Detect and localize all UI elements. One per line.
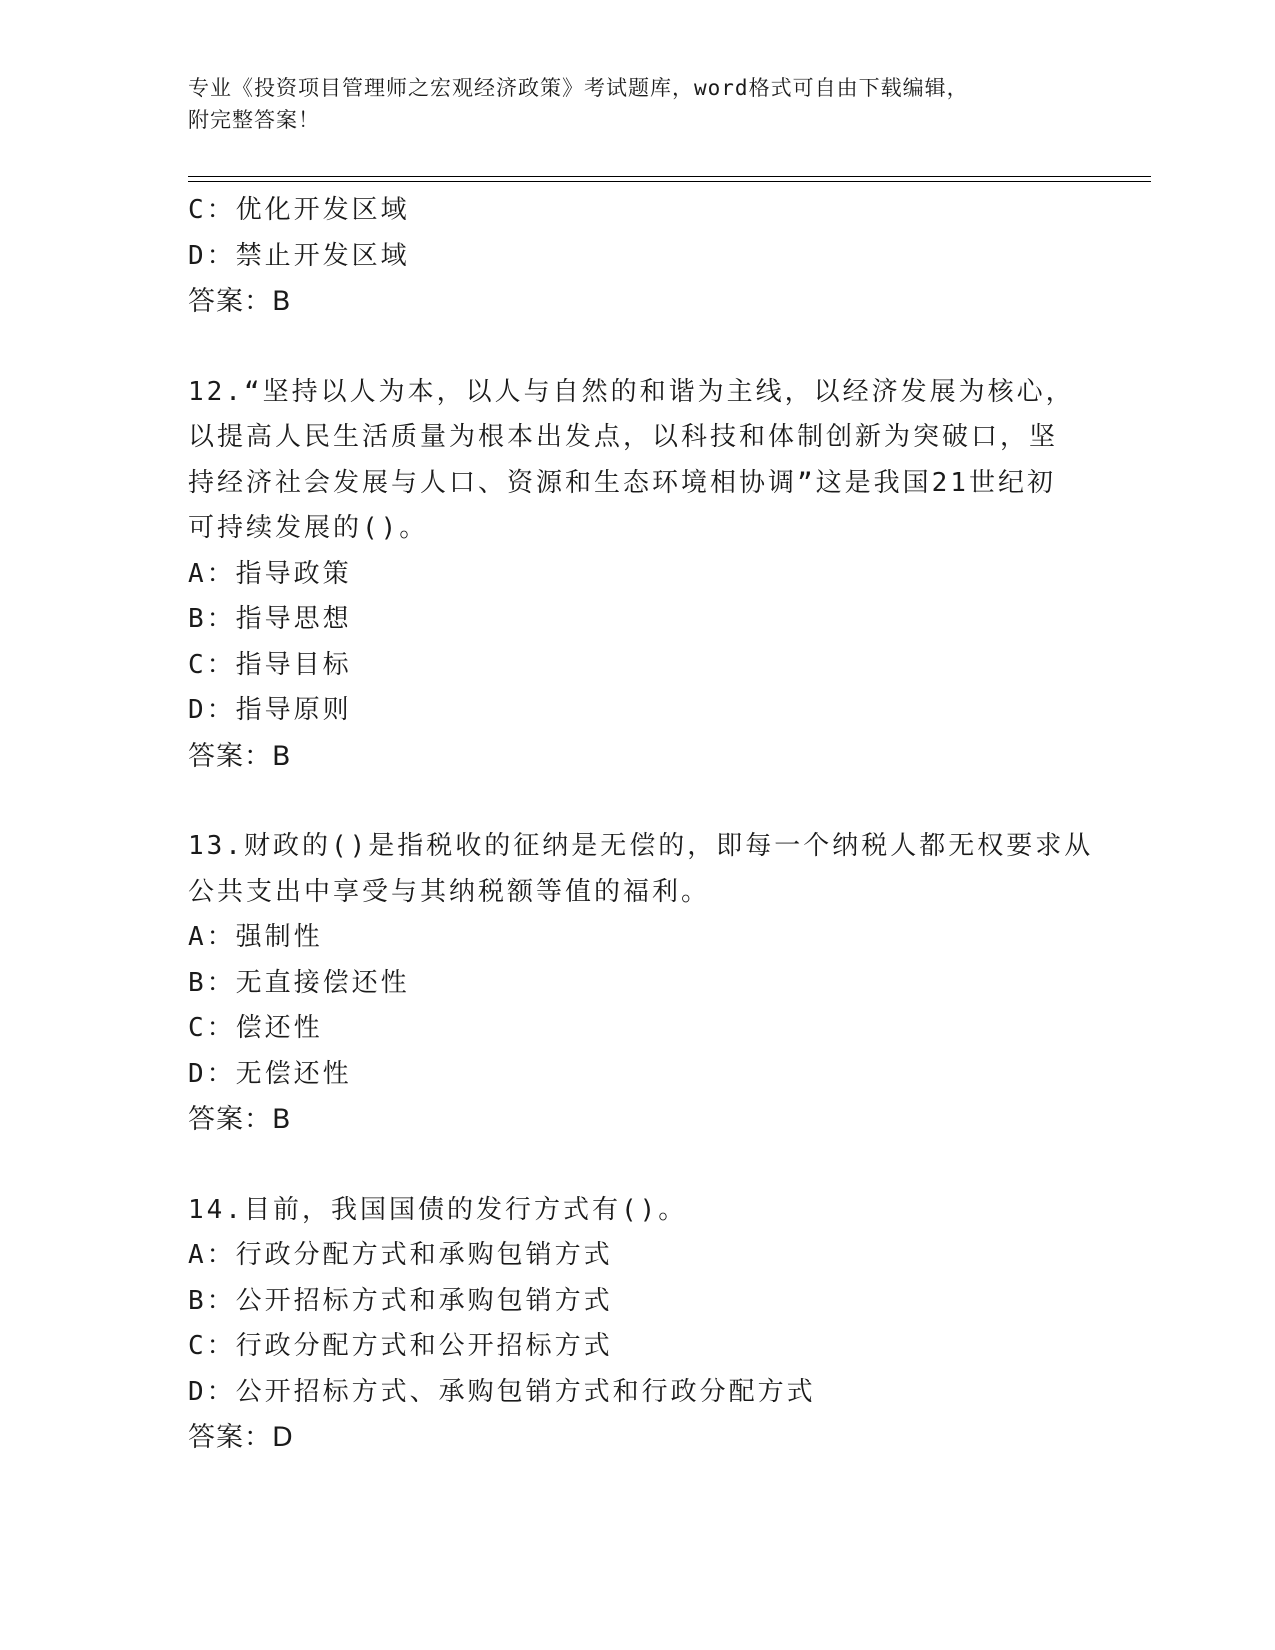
question-stem xyxy=(188,370,1088,552)
header-divider-top xyxy=(188,176,1151,177)
question-list xyxy=(188,188,1094,1461)
answer-line: 答案：B xyxy=(188,1104,292,1135)
option-c: C：指导目标 xyxy=(188,649,352,680)
answer-line: 答案：B xyxy=(188,286,292,317)
option-d: D：无偿还性 xyxy=(188,1058,352,1089)
header-line-2: 附完整答案！ xyxy=(188,108,320,132)
question-stem xyxy=(188,824,1094,915)
option-b: B：指导思想 xyxy=(188,604,352,634)
stem-line: 公共支出中享受与其纳税额等值的福利。 xyxy=(188,876,711,907)
question-stem xyxy=(188,1188,1088,1234)
option-b: B：公开招标方式和承购包销方式 xyxy=(188,1285,613,1316)
document-header xyxy=(188,72,1088,136)
option-a: A：指导政策 xyxy=(188,558,352,589)
question-14 xyxy=(188,1188,1088,1461)
question-12 xyxy=(188,370,1088,780)
stem-line: 13.财政的()是指税收的征纳是无偿的，即每一个纳税人都无权要求从 xyxy=(188,831,1094,861)
option-d: D：公开招标方式、承购包销方式和行政分配方式 xyxy=(188,1376,816,1407)
stem-line: 14.目前，我国国债的发行方式有()。 xyxy=(188,1194,688,1225)
option-d: D：禁止开发区域 xyxy=(188,240,410,271)
option-c: C：优化开发区域 xyxy=(188,195,410,225)
option-c: C：偿还性 xyxy=(188,1013,323,1043)
option-a: A：强制性 xyxy=(188,922,323,952)
stem-line: 12.“坚持以人为本，以人与自然的和谐为主线，以经济发展为核心， xyxy=(188,376,1075,407)
answer-line: 答案：B xyxy=(188,740,292,772)
option-c: C：行政分配方式和公开招标方式 xyxy=(188,1331,613,1361)
header-line-1: 专业《投资项目管理师之宏观经济政策》考试题库，word格式可自由下载编辑， xyxy=(188,76,969,100)
question-13 xyxy=(188,824,1094,1143)
stem-line: 可持续发展的()。 xyxy=(188,513,429,543)
stem-line: 持经济社会发展与人口、资源和生态环境相协调”这是我国21世纪初 xyxy=(188,467,1056,498)
option-a: A：行政分配方式和承购包销方式 xyxy=(188,1240,613,1270)
option-d: D：指导原则 xyxy=(188,695,352,725)
question-11-tail xyxy=(188,188,1088,325)
answer-line: 答案：D xyxy=(188,1422,294,1453)
option-b: B：无直接偿还性 xyxy=(188,967,410,998)
stem-line: 以提高人民生活质量为根本出发点，以科技和体制创新为突破口，坚 xyxy=(188,422,1059,452)
header-divider-bottom xyxy=(188,181,1151,182)
